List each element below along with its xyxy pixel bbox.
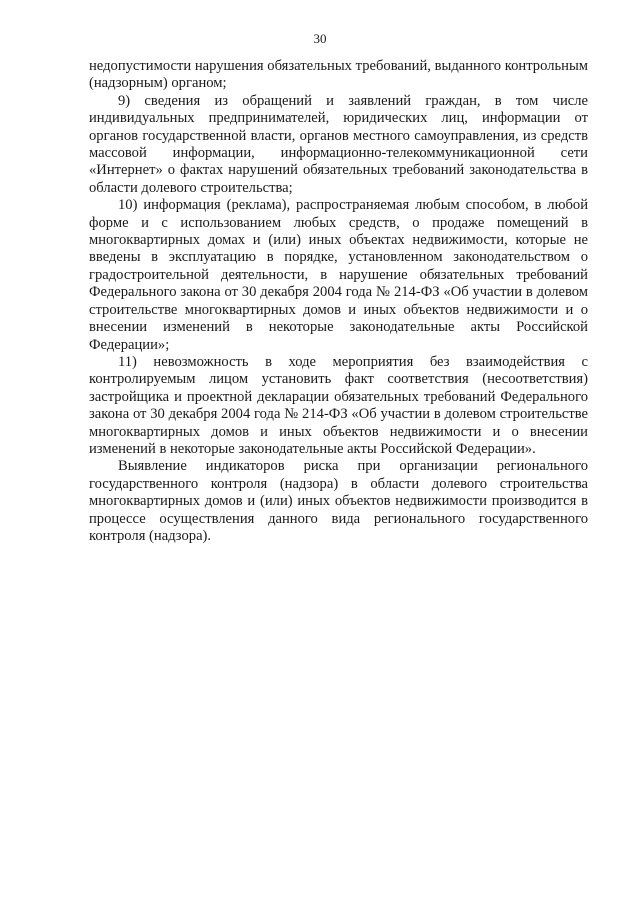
paragraph-risk-indicators: Выявление индикаторов риска при организации регионального государственного контроля (надзора) в области долевого строительства многоквартирных домов и (или) иных объектов недвижимости производится в процессе осуществления данного вида регионального государственного контроля (надзора). bbox=[89, 458, 588, 544]
paragraph-continuation: недопустимости нарушения обязательных требований, выданного контрольным (надзорным) органом; bbox=[89, 58, 588, 92]
paragraph-item-9: 9) сведения из обращений и заявлений граждан, в том числе индивидуальных предпринимателей, юридических лиц, информации от органов государственной власти, органов местного самоуправления, из средств массовой информации, информационно-телекоммуникационной сети «Интернет» о фактах нарушений обязательных требований законодательства в области долевого строительства; bbox=[89, 92, 588, 196]
paragraph-item-11: 11) невозможность в ходе мероприятия без взаимодействия с контролируемым лицом установить факт соответствия (несоответствия) застройщика и проектной декларации обязательных требований Федерального закона от 30 декабря 2004 года № 214-ФЗ «Об участии в долевом строительстве многоквартирных домов и иных объектов недвижимости и о внесении изменений в некоторые законодательные акты Российской Федерации». bbox=[89, 353, 588, 457]
page-number: 30 bbox=[313, 31, 327, 46]
paragraph-item-10: 10) информация (реклама), распространяемая любым способом, в любой форме и с использованием любых средств, о продаже помещений в многоквартирных домах и (или) иных объектах недвижимости, которые не введены в эксплуатацию в порядке, установленном законодательством о градостроительной деятельности, в нарушение обязательных требований Федерального закона от 30 декабря 2004 года № 214-ФЗ «Об участии в долевом строительстве многоквартирных домов и иных объектов недвижимости и о внесении изменений в некоторые законодательные акты Российской Федерации»; bbox=[89, 197, 588, 353]
document-body bbox=[89, 58, 588, 545]
